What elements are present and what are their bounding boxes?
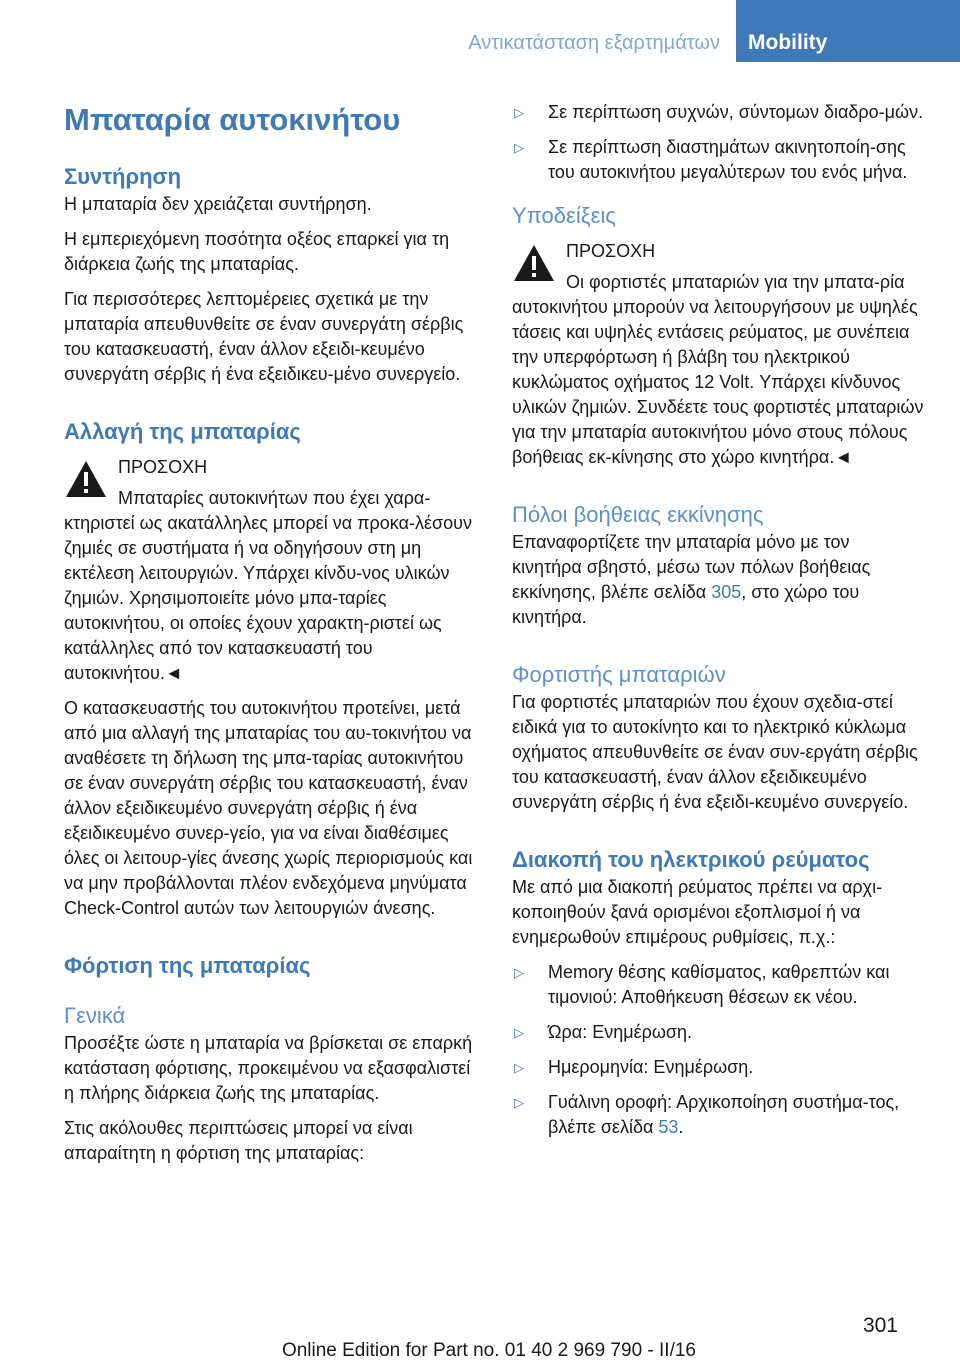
chapter-tab-label: Mobility [748,31,828,54]
list-item-text-end: . [678,1117,684,1137]
maintenance-paragraph-3: Για περισσότερες λεπτομέρειες σχετικά με την μπαταρία απευθυνθείτε σε έναν συνεργάτη σέρβις του κατασκευαστή, έναν άλλον εξειδι‐κευμένο συνεργάτη σέρβις ή ένα εξειδικευ‐μένο συνεργείο. [64,289,464,384]
triangle-bullet-icon: ▷ [514,1095,524,1110]
warning-text: Οι φορτιστές μπαταριών για την μπατα‐ρία αυτοκινήτου μπορούν να λειτουργήσουν με υψηλές τάσεις και υψηλές εντάσεις ρεύματος, με συνέπεια την υπερφόρτωση ή βλάβη του ηλεκτρικού κυκλώματος οχήματος 12 Volt. Υπάρχει κίνδυνος υλικών ζημιών. Συνδέετε τους φορτιστές μπαταριών για την μπαταρία αυτοκινήτου μόνο στους πόλους βοήθειας εκ‐κίνησης στο χώρο κινητήρα.◄ [512,272,924,467]
tips-heading: Υποδείξεις [512,203,616,228]
power-interruption-heading: Διακοπή του ηλεκτρικού ρεύματος [512,847,870,872]
page-link-53[interactable]: 53 [658,1117,679,1137]
chapter-tab [736,0,960,62]
triangle-bullet-icon: ▷ [514,965,524,980]
warning-triangle-icon [64,459,108,499]
list-item-text: Γυάλινη οροφή: Αρχικοποίηση συστήμα‐τος, βλέπε σελίδα [548,1092,900,1137]
list-item-text: Ημερομηνία: Ενημέρωση. [548,1057,754,1077]
battery-charging-heading: Φόρτιση της μπαταρίας [64,953,311,978]
warning-text: Μπαταρίες αυτοκινήτων που έχει χαρα‐κτηριστεί ως ακατάλληλες μπορεί να προκα‐λέσουν ζημιές σε συστήματα ή να οδηγήσουν στη μη εκτέλεση λειτουργιών. Υπάρχει κίνδυ‐νος υλικών ζημιών. Χρησιμοποιείτε μόνο μπα‐ταρίες αυτοκινήτου, οι οποίες έχουν χαρακτη‐ριστεί ως κατάλληλες από τον κατασκευαστή του αυτοκινήτου.◄ [64,488,472,683]
triangle-bullet-icon: ▷ [514,1025,524,1040]
triangle-bullet-icon: ▷ [514,140,524,155]
list-item [512,1020,924,1045]
warning-block [512,239,924,470]
list-item [512,1055,924,1080]
list-item [512,960,924,1010]
list-item-text: Ώρα: Ενημέρωση. [548,1022,693,1042]
warning-title: ΠΡΟΣΟΧΗ [566,241,656,261]
list-item-text: Σε περίπτωση συχνών, σύντομων διαδρο‐μών. [548,102,924,122]
list-item [512,1090,924,1140]
page-footer [0,1314,960,1362]
maintenance-heading: Συντήρηση [64,164,182,189]
power-interruption-paragraph: Με από μια διακοπή ρεύματος πρέπει να αρχι‐κοποιηθούν ξανά ορισμένοι εξοπλισμοί ή να ενημερωθούν επιμέρους ρυθμίσεις, π.χ.: [512,877,883,947]
edition-note: Online Edition for Part no. 01 40 2 969 790 - II/16 [281,1340,696,1361]
page-title: Μπαταρία αυτοκινήτου [64,102,401,137]
left-column [64,100,476,1176]
page-number: 301 [862,1314,898,1337]
warning-block [64,455,476,686]
general-paragraph-2: Στις ακόλουθες περιπτώσεις μπορεί να είναι απαραίτητη η φόρτιση της μπαταρίας: [64,1118,413,1163]
section-title: Αντικατάσταση εξαρτημάτων [468,32,720,54]
battery-change-paragraph: Ο κατασκευαστής του αυτοκινήτου προτείνει, μετά από μια αλλαγή της μπαταρίας του αυ‐τοκινήτου να αναθέσετε τη δήλωση της μπα‐ταρίας αυτοκινήτου σε έναν συνεργάτη σέρβις του κατασκευαστή, έναν άλλον εξειδικευμένο συνεργάτη σέρβις ή ένα εξειδικευμένο συνερ‐γείο, για να είναι διαθέσιμες όλες οι λειτουρ‐γίες άνεσης χωρίς περιορισμούς και να μην προβάλλονται πλέον ενδεχόμενα μηνύματα Check-Control αυτών των λειτουργιών άνεσης. [64,698,473,918]
battery-change-heading: Αλλαγή της μπαταρίας [64,419,301,444]
page-header [0,0,960,62]
page-link-305[interactable]: 305 [711,582,742,602]
list-item-text: Σε περίπτωση διαστημάτων ακινητοποίη‐σης του αυτοκινήτου μεγαλύτερων του ενός μήνα. [548,137,908,182]
maintenance-paragraph-2: Η εμπεριεχόμενη ποσότητα οξέος επαρκεί για τη διάρκεια ζωής της μπαταρίας. [64,229,450,274]
maintenance-paragraph-1: Η μπαταρία δεν χρειάζεται συντήρηση. [64,194,372,214]
general-heading: Γενικά [64,1003,126,1028]
general-paragraph-1: Προσέξτε ώστε η μπαταρία να βρίσκεται σε επαρκή κατάσταση φόρτισης, προκειμένου να εξασφαλιστεί η πλήρης διάρκεια ζωής της μπαταρίας. [64,1033,473,1103]
jump-start-text: Επαναφορτίζετε την μπαταρία μόνο με τον κινητήρα σβηστό, μέσω των πόλων βοήθειας εκκίνησης, βλέπε σελίδα [512,532,871,602]
right-column [512,100,924,1150]
jump-start-text-end: , στο χώρο του κινητήρα. [512,582,860,627]
chargers-paragraph: Για φορτιστές μπαταριών που έχουν σχεδια‐στεί ειδικά για το αυτοκίνητο και το ηλεκτρικό κύκλωμα οχήματος απευθυνθείτε σε έναν συν‐εργάτη σέρβις του κατασκευαστή, έναν άλλον εξειδικευμένο συνεργάτη σέρβις ή ένα εξειδι‐κευμένο συνεργείο. [512,692,918,812]
jump-start-heading: Πόλοι βοήθειας εκκίνησης [512,502,764,527]
triangle-bullet-icon: ▷ [514,105,524,120]
reset-settings-list [512,960,924,1140]
jump-start-paragraph [512,530,924,630]
list-item [512,135,924,185]
warning-triangle-icon [512,243,556,283]
charging-cases-list [512,100,924,185]
triangle-bullet-icon: ▷ [514,1060,524,1075]
warning-title: ΠΡΟΣΟΧΗ [118,457,208,477]
list-item-text: Memory θέσης καθίσματος, καθρεπτών και τιμονιού: Αποθήκευση θέσεων εκ νέου. [548,962,890,1007]
chargers-heading: Φορτιστής μπαταριών [512,662,726,687]
list-item [512,100,924,125]
